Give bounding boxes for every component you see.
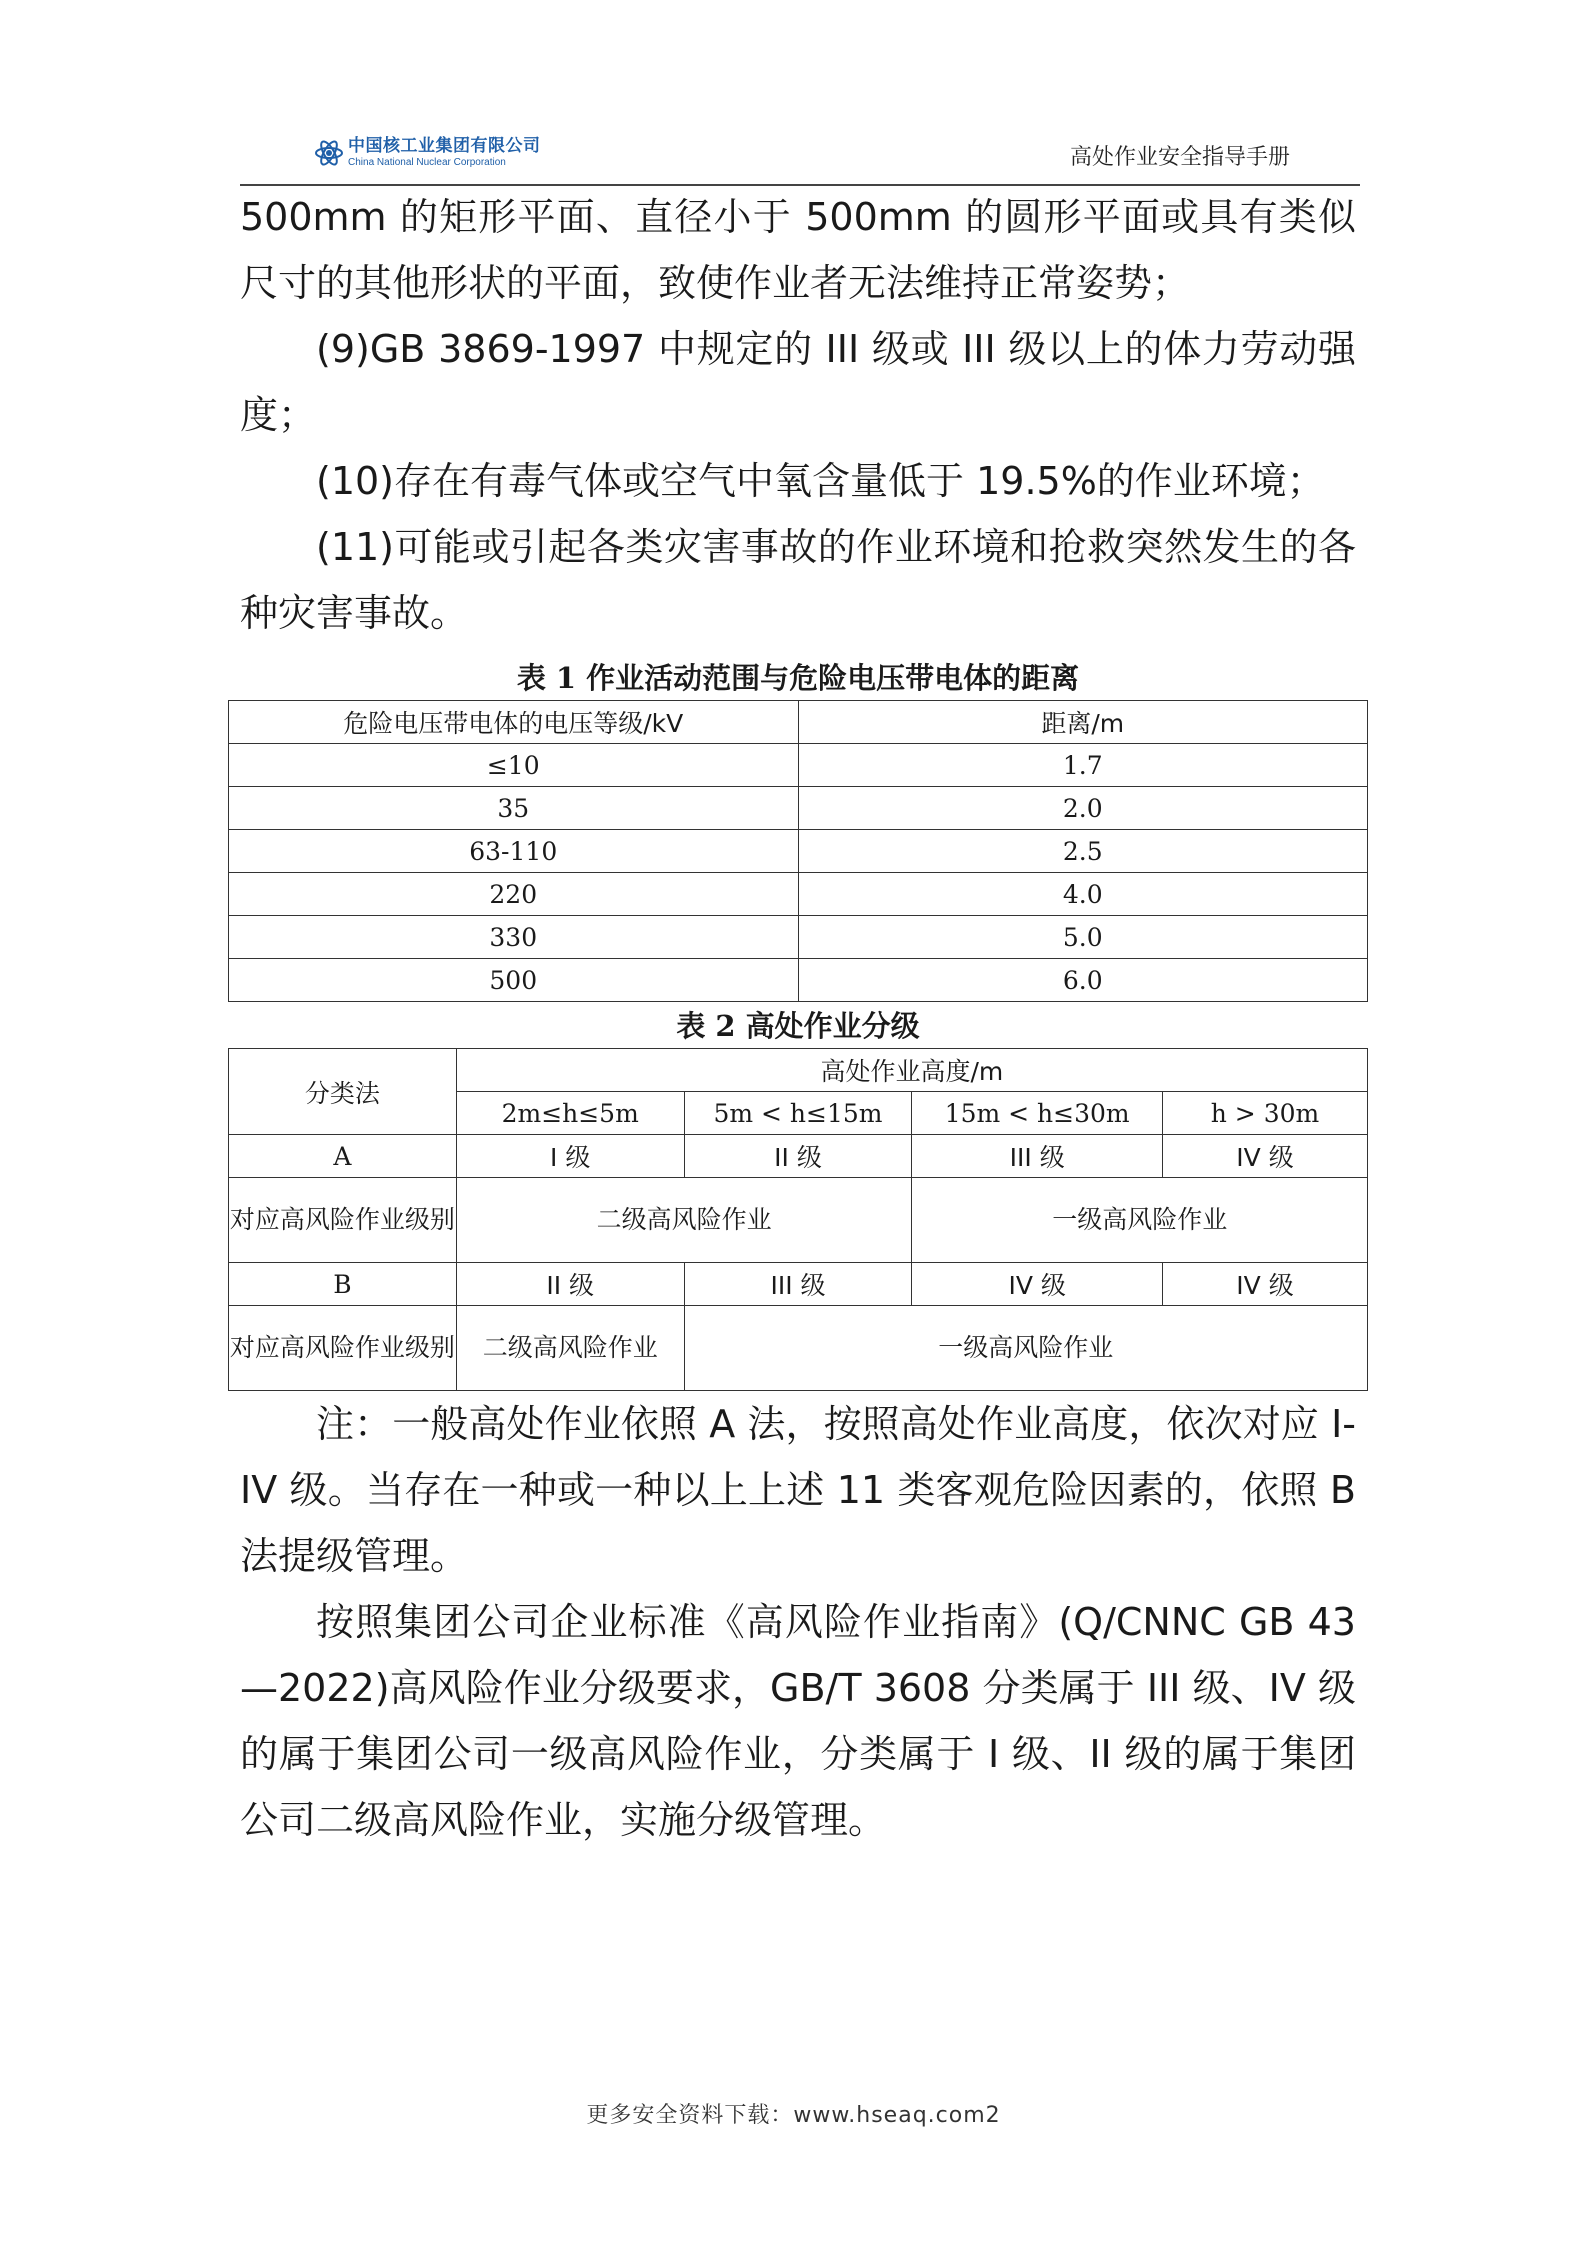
header-method: 分类法 — [229, 1049, 457, 1135]
header-distance: 距离/m — [798, 701, 1368, 744]
voltage-cell: 35 — [229, 787, 799, 830]
voltage-distance-table — [228, 700, 1368, 1002]
range-cell: h > 30m — [1162, 1092, 1367, 1135]
risk-level-cell: 二级高风险作业 — [456, 1178, 912, 1263]
table-row — [229, 1178, 1368, 1263]
document-title: 高处作业安全指导手册 — [1069, 145, 1290, 170]
table-header-row — [229, 1049, 1368, 1092]
range-cell: 15m < h≤30m — [912, 1092, 1163, 1135]
method-b-label: B — [229, 1263, 457, 1306]
voltage-cell: 500 — [229, 959, 799, 1002]
distance-cell: 2.0 — [798, 787, 1368, 830]
method-a-label: A — [229, 1135, 457, 1178]
risk-level-cell: 一级高风险作业 — [684, 1306, 1367, 1391]
grade-cell: III 级 — [684, 1263, 912, 1306]
table-row — [229, 959, 1368, 1002]
logo-chinese-name: 中国核工业集团有限公司 — [348, 136, 541, 156]
grade-cell: III 级 — [912, 1135, 1163, 1178]
page-content — [229, 184, 1356, 1853]
page-header — [240, 128, 1360, 186]
table2-caption: 表 2 高处作业分级 — [676, 1009, 920, 1043]
distance-cell: 2.5 — [798, 830, 1368, 873]
table-row — [229, 873, 1368, 916]
paragraph-item-9: (9)GB 3869-1997 中规定的 III 级或 III 级以上的体力劳动强度； — [240, 327, 1356, 437]
grade-cell: I 级 — [456, 1135, 684, 1178]
risk-level-cell: 二级高风险作业 — [456, 1306, 684, 1391]
table-row — [229, 787, 1368, 830]
logo-english-name: China National Nuclear Corporation — [348, 157, 506, 168]
header-height: 高处作业高度/m — [456, 1049, 1367, 1092]
company-logo — [314, 138, 541, 168]
grade-cell: IV 级 — [912, 1263, 1163, 1306]
table-row — [229, 1306, 1368, 1391]
grade-cell: II 级 — [456, 1263, 684, 1306]
table-row — [229, 1263, 1368, 1306]
voltage-cell: 63-110 — [229, 830, 799, 873]
grade-cell: IV 级 — [1162, 1135, 1367, 1178]
paragraph-item-10: (10)存在有毒气体或空气中氧含量低于 19.5%的作业环境； — [316, 459, 1325, 503]
risk-level-label: 对应高风险作业级别 — [229, 1306, 457, 1391]
table-row — [229, 1135, 1368, 1178]
voltage-cell: 220 — [229, 873, 799, 916]
height-classification-table — [228, 1048, 1368, 1391]
distance-cell: 5.0 — [798, 916, 1368, 959]
grade-cell: IV 级 — [1162, 1263, 1367, 1306]
voltage-cell: 330 — [229, 916, 799, 959]
grade-cell: II 级 — [684, 1135, 912, 1178]
paragraph-grading: 按照集团公司企业标准《高风险作业指南》(Q/CNNC GB 43—2022)高风险作业分级要求，GB/T 3608 分类属于 III 级、IV 级的属于集团公司一级高风险作业，分类属于 I 级、II 级的属于集团公司二级高风险作业，实施分级管理。 — [240, 1600, 1356, 1842]
paragraph-continued: 500mm 的矩形平面、直径小于 500mm 的圆形平面或具有类似尺寸的其他形状的平面，致使作业者无法维持正常姿势； — [240, 195, 1356, 305]
voltage-cell: ≤10 — [229, 744, 799, 787]
table-header-row — [229, 701, 1368, 744]
range-cell: 5m < h≤15m — [684, 1092, 912, 1135]
paragraph-item-11: (11)可能或引起各类灾害事故的作业环境和抢救突然发生的各种灾害事故。 — [240, 525, 1356, 635]
distance-cell: 6.0 — [798, 959, 1368, 1002]
risk-level-cell: 一级高风险作业 — [912, 1178, 1368, 1263]
distance-cell: 4.0 — [798, 873, 1368, 916]
page-footer: 更多安全资料下载：www.hseaq.com2 — [586, 2103, 1001, 2128]
paragraph-note: 注：一般高处作业依照 A 法，按照高处作业高度，依次对应 I-IV 级。当存在一种或一种以上上述 11 类客观危险因素的，依照 B 法提级管理。 — [240, 1402, 1356, 1578]
table-row — [229, 744, 1368, 787]
table1-caption: 表 1 作业活动范围与危险电压带电体的距离 — [516, 661, 1080, 695]
distance-cell: 1.7 — [798, 744, 1368, 787]
atom-logo-icon — [314, 138, 344, 168]
header-voltage: 危险电压带电体的电压等级/kV — [229, 701, 799, 744]
table-row — [229, 916, 1368, 959]
range-cell: 2m≤h≤5m — [456, 1092, 684, 1135]
table-row — [229, 830, 1368, 873]
risk-level-label: 对应高风险作业级别 — [229, 1178, 457, 1263]
